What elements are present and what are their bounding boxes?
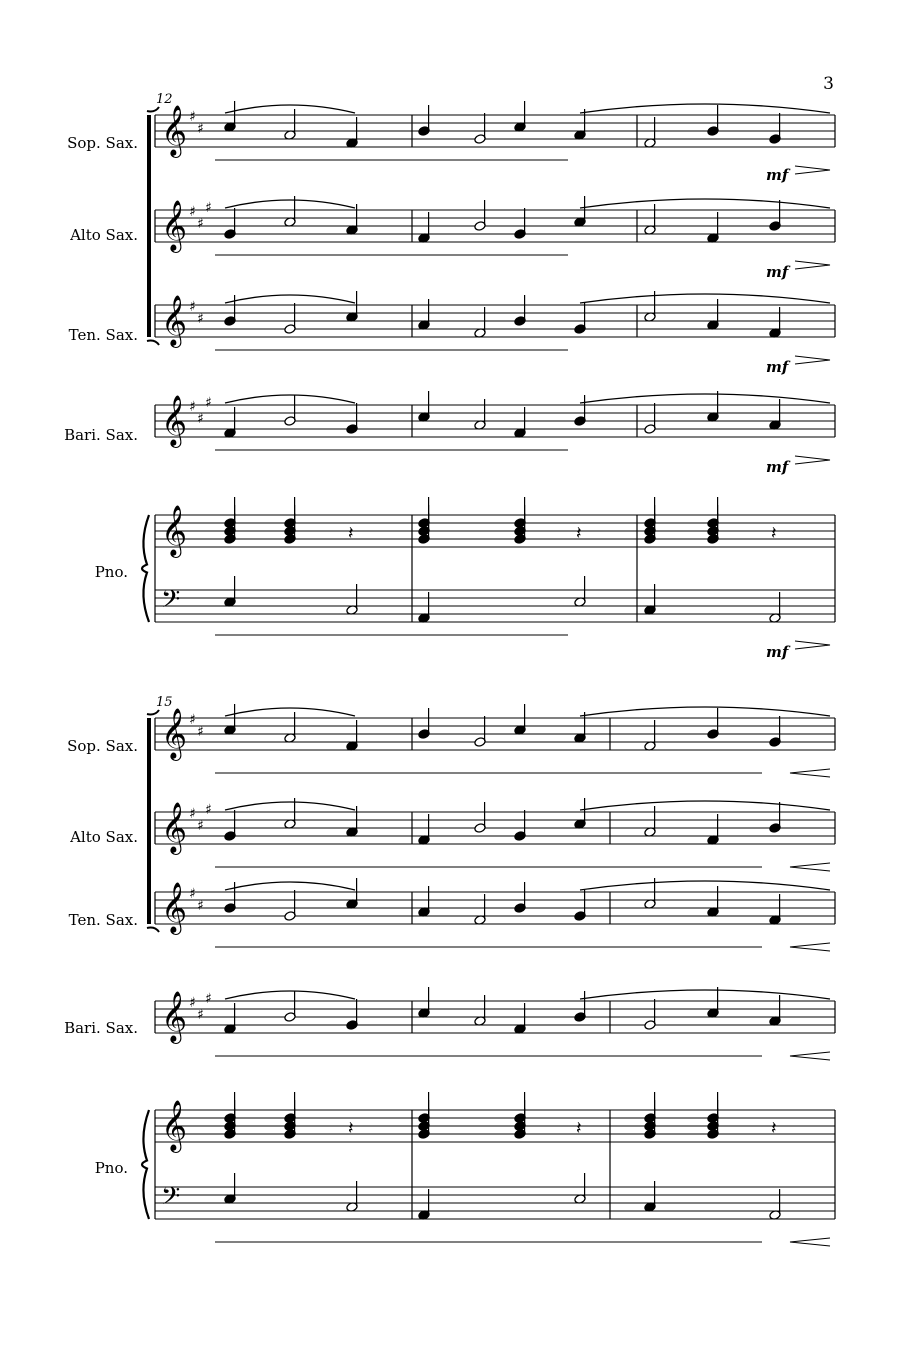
staff-label-alto-2: Alto Sax. (70, 828, 138, 846)
hairpin-2-1 (790, 863, 830, 871)
sharp-2-0: ♯ (197, 724, 204, 740)
slur-2-0-a (225, 708, 355, 716)
treble-clef-2-0: 𝄞 (161, 708, 188, 759)
sharp-2-1: ♯ (197, 818, 204, 834)
sharp-2-3: ♯ (205, 991, 212, 1007)
hairpin-1-0 (795, 166, 830, 174)
dynamic-sop-1: mf (766, 166, 789, 184)
dynamic-pno-1: mf (766, 643, 789, 661)
rest-1-0: 𝄽 (348, 523, 354, 544)
slur-2-1-b (580, 801, 830, 810)
page-number: 3 (823, 74, 834, 94)
staff-label-pno-2: Pno. (94, 1159, 128, 1177)
slur-1-1-b (580, 199, 830, 208)
piano-treble-clef-1: 𝄞 (161, 505, 188, 556)
sharp-1-1: ♯ (189, 204, 196, 220)
sharp-1-3: ♯ (205, 395, 212, 411)
slur-2-2-b (580, 881, 830, 890)
sax-bracket-2-bot (147, 928, 159, 933)
slur-1-2-a (225, 295, 355, 303)
slur-1-0-b (580, 104, 830, 113)
sharp-1-1: ♯ (205, 200, 212, 216)
sharp-1-2: ♯ (197, 311, 204, 327)
sharp-2-3: ♯ (189, 995, 196, 1011)
rest-2-1: 𝄽 (576, 1118, 582, 1139)
staff-label-ten-2: Ten. Sax. (68, 911, 138, 929)
dynamic-alto-1: mf (766, 263, 789, 281)
measure-number-12: 12 (156, 92, 173, 107)
sharp-1-3: ♯ (197, 411, 204, 427)
staff-label-bari-2: Bari. Sax. (64, 1019, 138, 1037)
piano-bass-clef-1: 𝄢 (161, 585, 181, 620)
staff-label-sop-1: Sop. Sax. (67, 134, 138, 152)
slur-1-0-a (225, 105, 355, 113)
slur-1-3-a (225, 395, 355, 403)
staff-label-bari-1: Bari. Sax. (64, 426, 138, 444)
rest-1-1: 𝄽 (576, 523, 582, 544)
sharp-1-1: ♯ (197, 216, 204, 232)
treble-clef-1-1: 𝄞 (161, 200, 188, 251)
staff-label-alto-1: Alto Sax. (70, 226, 138, 244)
hairpin-1-1 (795, 261, 830, 269)
sharp-1-0: ♯ (189, 109, 196, 125)
measure-number-15: 15 (156, 695, 173, 710)
piano-brace-1 (142, 515, 149, 622)
slur-1-3-b (580, 394, 830, 403)
slur-2-2-a (225, 882, 355, 890)
staff-label-sop-2: Sop. Sax. (67, 737, 138, 755)
hairpin-1-2 (795, 356, 830, 364)
slur-2-0-b (580, 707, 830, 716)
sharp-2-1: ♯ (189, 806, 196, 822)
dynamic-bari-1: mf (766, 458, 789, 476)
piano-treble-clef-2: 𝄞 (161, 1100, 188, 1151)
hairpin-2-0 (790, 769, 830, 777)
hairpin-2-2 (790, 943, 830, 951)
sharp-2-1: ♯ (205, 802, 212, 818)
piano-bass-clef-2: 𝄢 (161, 1182, 181, 1217)
sharp-1-2: ♯ (189, 299, 196, 315)
piano-hairpin-2 (790, 1238, 830, 1246)
slur-2-3-a (225, 991, 355, 999)
staff-label-pno-1: Pno. (94, 563, 128, 581)
treble-clef-2-2: 𝄞 (161, 882, 188, 933)
treble-clef-2-1: 𝄞 (161, 802, 188, 853)
hairpin-2-3 (790, 1052, 830, 1060)
piano-hairpin-1 (795, 641, 830, 649)
sax-bracket-1-top (147, 107, 159, 112)
slur-1-2-b (580, 294, 830, 303)
treble-clef-1-0: 𝄞 (161, 105, 188, 156)
slur-2-1-a (225, 802, 355, 810)
sharp-2-0: ♯ (189, 712, 196, 728)
rest-2-2: 𝄽 (771, 1118, 777, 1139)
sharp-1-0: ♯ (197, 121, 204, 137)
hairpin-1-3 (795, 456, 830, 464)
rest-1-2: 𝄽 (771, 523, 777, 544)
dynamic-ten-1: mf (766, 358, 789, 376)
slur-1-1-a (225, 200, 355, 208)
sharp-2-2: ♯ (197, 898, 204, 914)
rest-2-0: 𝄽 (348, 1118, 354, 1139)
sax-bracket-2-top (147, 710, 159, 715)
sharp-2-3: ♯ (197, 1007, 204, 1023)
piano-brace-2 (142, 1110, 149, 1219)
sharp-1-3: ♯ (189, 399, 196, 415)
slur-2-3-b (580, 990, 830, 999)
staff-label-ten-1: Ten. Sax. (68, 326, 138, 344)
treble-clef-2-3: 𝄞 (161, 991, 188, 1042)
sax-bracket-1-bot (147, 341, 159, 346)
treble-clef-1-3: 𝄞 (161, 395, 188, 446)
treble-clef-1-2: 𝄞 (161, 295, 188, 346)
sharp-2-2: ♯ (189, 886, 196, 902)
